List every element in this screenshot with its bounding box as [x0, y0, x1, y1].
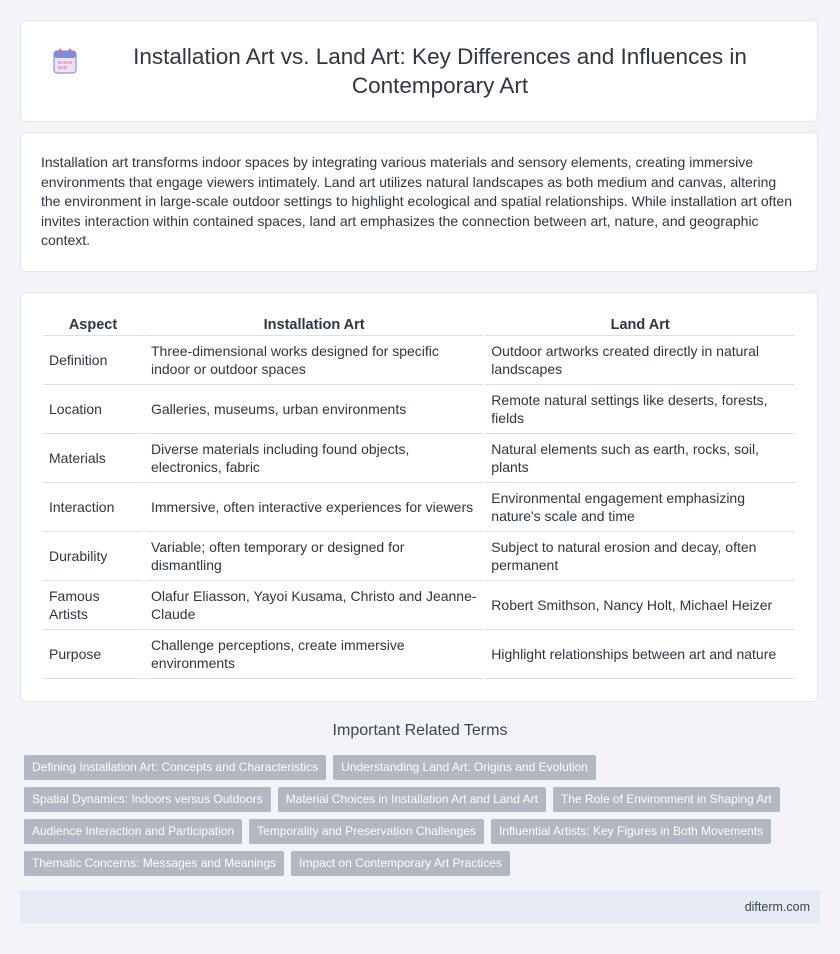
row-aspect: Famous Artists — [43, 581, 143, 630]
row-aspect: Definition — [43, 336, 143, 385]
intro-paragraph: Installation art transforms indoor spaces by integrating various materials and sensory elements, creating immersive environments that engage viewers intimately. Land art utilizes natural landscapes as both medium and canvas, altering the environment in large-scale outdoor settings to highlight ecological and spatial relationships. While installation art often invites interaction within contained spaces, land art emphasizes the connection between art, nature, and geographic context. — [41, 154, 792, 249]
row-aspect: Interaction — [43, 483, 143, 532]
row-installation-art: Immersive, often interactive experiences for viewers — [145, 483, 483, 532]
row-land-art: Robert Smithson, Nancy Holt, Michael Heizer — [485, 581, 795, 630]
table-row — [43, 434, 795, 483]
related-term-link[interactable]: Impact on Contemporary Art Practices — [291, 851, 510, 876]
row-land-art: Remote natural settings like deserts, forests, fields — [485, 385, 795, 434]
related-term-link[interactable]: Thematic Concerns: Messages and Meanings — [24, 851, 284, 876]
related-term-link[interactable]: The Role of Environment in Shaping Art — [553, 787, 780, 812]
row-aspect: Location — [43, 385, 143, 434]
calendar-icon — [53, 48, 77, 74]
header-aspect: Aspect — [43, 307, 143, 336]
row-land-art: Subject to natural erosion and decay, often permanent — [485, 532, 795, 581]
table-row — [43, 483, 795, 532]
related-term-link[interactable]: Audience Interaction and Participation — [24, 819, 242, 844]
table-row — [43, 532, 795, 581]
row-land-art: Highlight relationships between art and nature — [485, 630, 795, 679]
header-installation-art: Installation Art — [145, 307, 483, 336]
footer-site-name[interactable]: difterm.com — [744, 899, 810, 914]
row-installation-art: Challenge perceptions, create immersive environments — [145, 630, 483, 679]
row-aspect: Durability — [43, 532, 143, 581]
table-row — [43, 336, 795, 385]
table-header-row — [43, 307, 795, 336]
row-aspect: Purpose — [43, 630, 143, 679]
row-installation-art: Olafur Eliasson, Yayoi Kusama, Christo and Jeanne-Claude — [145, 581, 483, 630]
comparison-table-card — [20, 292, 818, 702]
table-row — [43, 581, 795, 630]
row-land-art: Natural elements such as earth, rocks, soil, plants — [485, 434, 795, 483]
comparison-table — [41, 307, 797, 679]
row-land-art: Outdoor artworks created directly in natural landscapes — [485, 336, 795, 385]
related-term-link[interactable]: Understanding Land Art: Origins and Evolution — [333, 755, 596, 780]
table-row — [43, 385, 795, 434]
row-installation-art: Galleries, museums, urban environments — [145, 385, 483, 434]
page-title: Installation Art vs. Land Art: Key Differences and Influences in Contemporary Art — [133, 44, 747, 98]
row-installation-art: Variable; often temporary or designed for dismantling — [145, 532, 483, 581]
related-term-link[interactable]: Influential Artists: Key Figures in Both Movements — [491, 819, 771, 844]
related-term-link[interactable]: Defining Installation Art: Concepts and Characteristics — [24, 755, 326, 780]
related-terms-list — [24, 755, 814, 876]
row-installation-art: Diverse materials including found objects, electronics, fabric — [145, 434, 483, 483]
footer — [20, 890, 820, 923]
related-terms-title: Important Related Terms — [332, 722, 508, 739]
related-term-link[interactable]: Material Choices in Installation Art and Land Art — [278, 787, 546, 812]
row-land-art: Environmental engagement emphasizing nature's scale and time — [485, 483, 795, 532]
table-row — [43, 630, 795, 679]
row-installation-art: Three-dimensional works designed for specific indoor or outdoor spaces — [145, 336, 483, 385]
title-card — [20, 20, 818, 122]
related-term-link[interactable]: Spatial Dynamics: Indoors versus Outdoors — [24, 787, 271, 812]
intro-card — [20, 132, 818, 272]
related-term-link[interactable]: Temporality and Preservation Challenges — [249, 819, 484, 844]
header-land-art: Land Art — [485, 307, 795, 336]
row-aspect: Materials — [43, 434, 143, 483]
